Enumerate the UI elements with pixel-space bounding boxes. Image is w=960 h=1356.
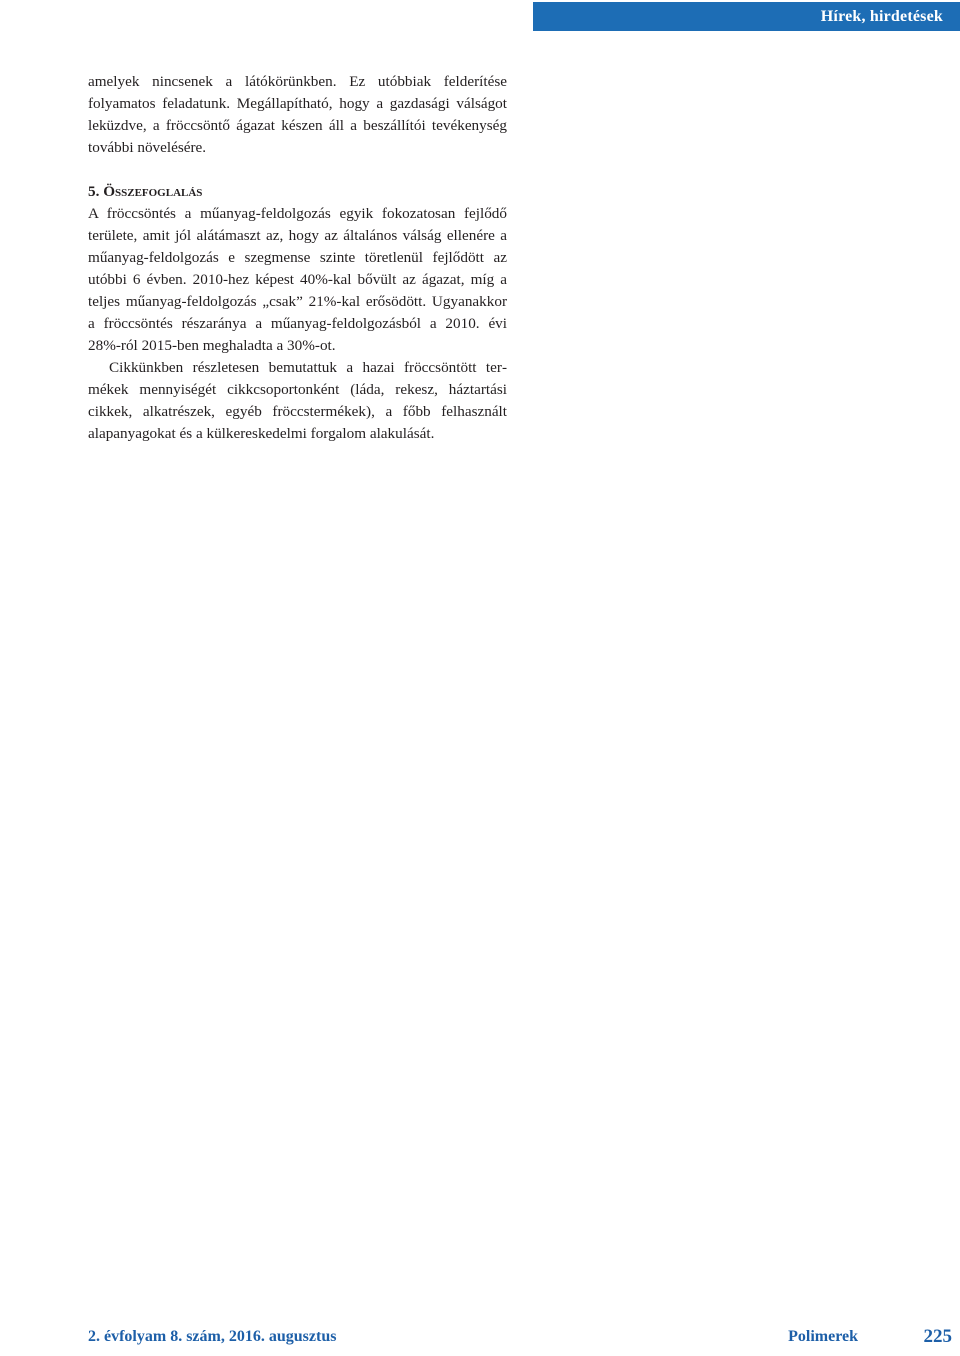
journal-name: Polimerek xyxy=(788,1328,858,1345)
section-heading-text: Összefoglalás xyxy=(103,183,203,200)
page-footer xyxy=(88,1326,952,1354)
summary-paragraph: A fröccsöntés a műanyag-feldolgozás egyik fokozatosan fejlődő területe, amit jól alátámaszt az, hogy az általános válság ellenére a műanyag-feldolgozás e szegmense szinte töretlenül fejlődött az utóbbi 6 évben. 2010-hez képest 40%-kal bővült az ágazat, míg a teljes műanyag-feldolgozás „csak” 21%-kal erősödött. Ugyanakkor a fröccsöntés részaránya a műanyag-feldolgozásból a 2010. évi 28%-ról 2015-ben meghaladta a 30%-ot. xyxy=(88,205,507,354)
section-title: Hírek, hirdetések xyxy=(820,7,943,25)
article-column xyxy=(88,71,507,445)
intro-paragraph: amelyek nincsenek a látókörünkben. Ez utóbbiak felderítése folyamatos feladatunk. Megállapítható, hogy a gazdasági válságot leküzdve, a fröccsöntő ágazat készen áll a beszállítói tevékenység további növelésére. xyxy=(88,73,507,156)
section-heading xyxy=(88,181,507,203)
page-number: 225 xyxy=(923,1326,952,1347)
section-header-bar xyxy=(533,2,960,31)
issue-info: 2. évfolyam 8. szám, 2016. augusztus xyxy=(88,1328,337,1345)
summary-paragraph: Cikkünkben részletesen bemutattuk a hazai fröccsöntött termékek mennyiségét cikkcsoportonként (láda, rekesz, háztartási cikkek, alkatrészek, egyéb fröccstermékek), a főbb felhasznált alapanyagokat és a külkereskedelmi forgalom alakulását. xyxy=(88,359,507,442)
section-number: 5. xyxy=(88,183,104,200)
